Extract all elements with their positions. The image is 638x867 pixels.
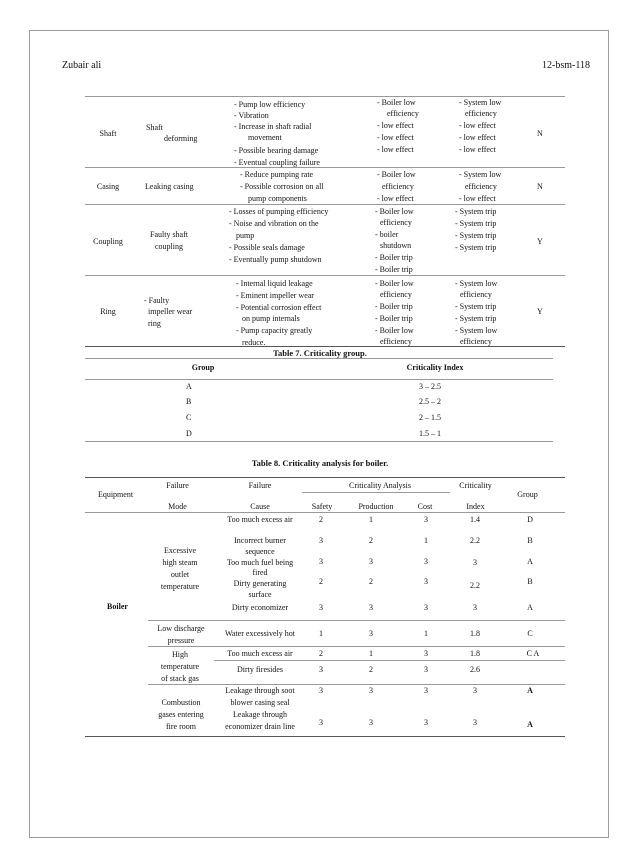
production-value: 3 (369, 557, 373, 566)
flag-coupling: Y (537, 237, 543, 246)
cost-value: 3 (424, 557, 428, 566)
boiler-line: - boiler (375, 230, 399, 239)
production-value: 3 (369, 686, 373, 695)
system-line: efficiency (465, 182, 497, 191)
effect-line: - Eventually pump shutdown (229, 255, 322, 264)
table7-index-c: 2 – 1.5 (419, 413, 441, 422)
header-failure-mode-bottom: Mode (168, 502, 187, 511)
failure-mode: temperature (160, 662, 200, 671)
group-value: A (527, 557, 533, 566)
criticality-index-value: 3 (473, 686, 477, 695)
group-value: C (527, 629, 533, 638)
flag-casing: N (537, 182, 543, 191)
failure-line: impeller wear (148, 307, 193, 316)
cost-value: 3 (424, 577, 428, 586)
failure-cause: Too much excess air (227, 515, 293, 524)
header-criticality-analysis: Criticality Analysis (349, 481, 411, 490)
failure-line: Shaft (146, 123, 163, 132)
failure-cause: Too much excess air (227, 649, 293, 658)
failure-mode: high steam (162, 558, 198, 567)
effect-line: - Pump low efficiency (234, 100, 306, 109)
production-value: 3 (369, 629, 373, 638)
effect-line: - Possible bearing damage (234, 146, 319, 155)
effect-line: movement (248, 133, 282, 142)
boiler-line: - low effect (377, 133, 414, 142)
criticality-index-value: 2.2 (470, 536, 480, 545)
failure-mode: Low discharge (157, 624, 205, 633)
boiler-line: efficiency (387, 109, 419, 118)
system-line: - System low (459, 170, 502, 179)
boiler-line: - Boiler low (377, 170, 416, 179)
component-casing: Casing (96, 182, 120, 191)
boiler-line: - Boiler trip (375, 314, 413, 323)
production-value: 1 (369, 515, 373, 524)
production-value: 3 (369, 718, 373, 727)
component-coupling: Coupling (93, 237, 123, 246)
safety-value: 3 (319, 603, 323, 612)
safety-value: 2 (319, 515, 323, 524)
student-id: 12-bsm-118 (542, 60, 590, 71)
failure-cause: Incorrect burner (234, 536, 286, 545)
system-line: - System trip (455, 243, 497, 252)
boiler-line: - Boiler trip (375, 253, 413, 262)
system-line: efficiency (465, 109, 497, 118)
boiler-line: - low effect (377, 145, 414, 154)
system-line: efficiency (460, 290, 492, 299)
failure-line: deforming (164, 134, 198, 143)
page-border (29, 30, 609, 838)
failure-mode: of stack gas (161, 674, 199, 683)
boiler-line: - Boiler trip (375, 265, 413, 274)
group-value: A (527, 686, 533, 695)
flag-shaft: N (537, 129, 543, 138)
header-failure-cause-bottom: Cause (250, 502, 270, 511)
system-line: - System trip (455, 207, 497, 216)
criticality-index-value: 1.8 (470, 629, 480, 638)
header-failure-cause-top: Failure (248, 481, 272, 490)
table7-group-c: C (186, 413, 192, 422)
header-failure-mode-top: Failure (166, 481, 189, 490)
boiler-line: - low effect (377, 121, 414, 130)
author-name: Zubair ali (62, 60, 102, 71)
failure-cause: Too much fuel being (226, 558, 294, 567)
failure-cause: Dirty firesides (237, 665, 283, 674)
safety-value: 3 (319, 686, 323, 695)
header-criticality-index-top: Criticality (459, 481, 492, 490)
criticality-index-value: 1.4 (470, 515, 480, 524)
table7-caption: Table 7. Criticality group. (273, 348, 367, 358)
system-line: - low effect (459, 145, 496, 154)
effect-line: reduce. (242, 338, 266, 347)
effect-line: - Reduce pumping rate (240, 170, 314, 179)
table7-header-index: Criticality Index (406, 363, 464, 372)
failure-cause: surface (248, 590, 272, 599)
system-line: efficiency (460, 337, 492, 346)
system-line: - System trip (455, 231, 497, 240)
safety-value: 3 (319, 665, 323, 674)
production-value: 2 (369, 665, 373, 674)
effect-line: - Noise and vibration on the (229, 219, 319, 228)
table7-group-d: D (186, 429, 192, 438)
boiler-line: - Boiler low (375, 326, 414, 335)
effect-line: - Eventual coupling failure (234, 158, 320, 167)
system-line: - low effect (459, 194, 496, 203)
boiler-line: - low effect (377, 194, 414, 203)
failure-line: ring (148, 319, 161, 328)
flag-ring: Y (537, 307, 543, 316)
failure-cause: Dirty generating (233, 579, 287, 588)
production-value: 3 (369, 603, 373, 612)
safety-value: 3 (319, 536, 323, 545)
safety-value: 3 (319, 557, 323, 566)
failure-cause: Dirty economizer (231, 603, 289, 612)
production-value: 1 (369, 649, 373, 658)
cost-value: 3 (424, 649, 428, 658)
system-line: - System low (459, 98, 502, 107)
effect-line: - Internal liquid leakage (236, 279, 313, 288)
criticality-index-value: 3 (473, 718, 477, 727)
cost-value: 3 (424, 718, 428, 727)
failure-mode: pressure (167, 636, 195, 645)
group-value: D (527, 515, 533, 524)
header-production: Production (358, 502, 394, 511)
group-value: C A (526, 649, 540, 658)
effect-line: - Eminent impeller wear (236, 291, 314, 300)
failure-mode: outlet (170, 570, 190, 579)
boiler-line: - Boiler low (375, 207, 414, 216)
failure-cause: Leakage through soot (225, 686, 295, 695)
header-criticality-index-bottom: Index (466, 502, 485, 511)
system-line: - low effect (459, 133, 496, 142)
system-line: - System trip (455, 314, 497, 323)
failure-mode: Combustion (161, 698, 201, 707)
failure-mode: fire room (166, 722, 196, 731)
cost-value: 3 (424, 665, 428, 674)
failure-cause: fired (252, 568, 268, 577)
effect-line: - Losses of pumping efficiency (229, 207, 329, 216)
failure-line: Leaking casing (145, 182, 194, 191)
effect-line: - Possible corrosion on all (240, 182, 324, 191)
table8-caption: Table 8. Criticality analysis for boiler. (251, 458, 389, 468)
header-safety: Safety (311, 502, 333, 511)
header-group: Group (517, 490, 538, 499)
failure-cause: Water excessively hot (225, 629, 295, 638)
system-line: - low effect (459, 121, 496, 130)
system-line: - System low (455, 326, 498, 335)
system-line: - System trip (455, 302, 497, 311)
component-ring: Ring (100, 307, 116, 316)
table7-index-d: 1.5 – 1 (419, 429, 441, 438)
criticality-index-value: 3 (473, 558, 477, 567)
boiler-line: - Boiler low (377, 98, 416, 107)
failure-line: - Faulty (144, 296, 170, 305)
failure-mode: Excessive (164, 546, 196, 555)
effect-line: - Pump capacity greatly (236, 326, 313, 335)
effect-line: - Possible seals damage (229, 243, 305, 252)
production-value: 2 (369, 577, 373, 586)
table7-group-a: A (186, 382, 192, 391)
failure-mode: temperature (160, 582, 200, 591)
group-value: B (527, 577, 533, 586)
boiler-line: efficiency (380, 290, 412, 299)
boiler-line: efficiency (380, 337, 412, 346)
cost-value: 1 (424, 629, 428, 638)
boiler-line: efficiency (382, 182, 414, 191)
safety-value: 2 (319, 577, 323, 586)
boiler-line: shutdown (380, 241, 412, 250)
effect-line: pump components (248, 194, 307, 203)
system-line: - System low (455, 279, 498, 288)
boiler-line: - Boiler trip (375, 302, 413, 311)
criticality-index-value: 3 (473, 603, 477, 612)
failure-line: coupling (155, 242, 183, 251)
group-value: A (527, 603, 533, 612)
effect-line: on pump internals (242, 314, 300, 323)
boiler-line: - Boiler low (375, 279, 414, 288)
group-value: A (527, 720, 533, 729)
production-value: 2 (369, 536, 373, 545)
criticality-index-value: 2.2 (470, 581, 480, 590)
table7-index-b: 2.5 – 2 (419, 397, 441, 406)
effect-line: - Vibration (234, 111, 269, 120)
cost-value: 1 (424, 536, 428, 545)
boiler-line: efficiency (380, 218, 412, 227)
group-value: B (527, 536, 533, 545)
safety-value: 3 (319, 718, 323, 727)
cost-value: 3 (424, 686, 428, 695)
effect-line: - Potential corrosion effect (236, 303, 322, 312)
failure-mode: gases entering (158, 710, 204, 719)
cost-value: 3 (424, 515, 428, 524)
criticality-index-value: 2.6 (470, 665, 480, 674)
table7-index-a: 3 – 2.5 (419, 382, 441, 391)
failure-mode: High (172, 650, 188, 659)
criticality-index-value: 1.8 (470, 649, 480, 658)
failure-cause: blower casing seal (230, 698, 290, 707)
system-line: - System trip (455, 219, 497, 228)
safety-value: 1 (319, 629, 323, 638)
effect-line: pump (236, 231, 255, 240)
header-cost: Cost (417, 502, 433, 511)
component-shaft: Shaft (99, 129, 117, 138)
equipment-boiler: Boiler (107, 602, 128, 611)
safety-value: 2 (319, 649, 323, 658)
failure-cause: Leakage through (233, 710, 287, 719)
failure-cause: sequence (245, 547, 275, 556)
failure-line: Faulty shaft (150, 230, 188, 239)
table7-group-b: B (186, 397, 192, 406)
effect-line: - Increase in shaft radial (234, 122, 312, 131)
table7-header-group: Group (191, 363, 215, 372)
header-equipment: Equipment (97, 490, 134, 499)
failure-cause: economizer drain line (225, 722, 295, 731)
cost-value: 3 (424, 603, 428, 612)
